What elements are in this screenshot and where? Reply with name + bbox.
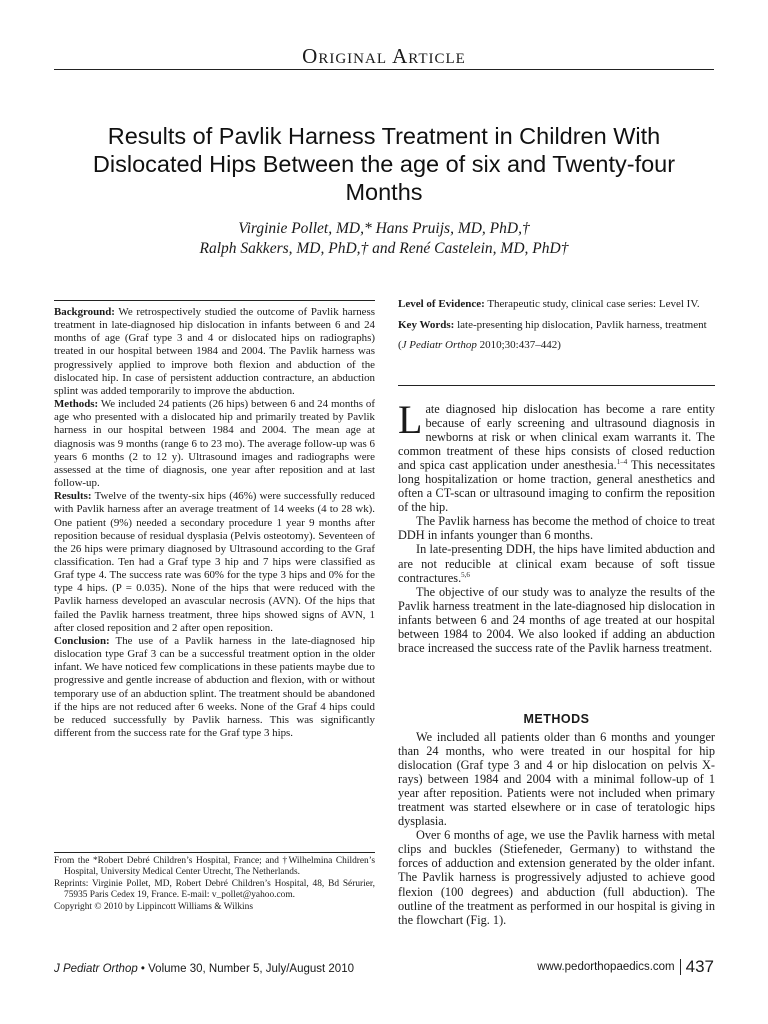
abstract-rule [54, 300, 375, 301]
intro-p1-ref: 1–4 [616, 458, 628, 467]
intro-p3-ref: 5,6 [461, 570, 470, 579]
page-number: 437 [685, 957, 714, 976]
intro-p3-text: In late-presenting DDH, the hips have limited abduction and are not reducible at clinical exam because of soft tissue contractures. [398, 542, 715, 585]
intro-paragraph-2: The Pavlik harness has become the method of choice to treat DDH in infants younger than 6 months. [398, 514, 715, 543]
footer-separator [680, 959, 681, 975]
intro-paragraph-4: The objective of our study was to analyze the results of the Pavlik harness treatment in the late-diagnosed hip dislocation in infants between 6 and 24 months of age treated at our hospital between 1984 to 2004. We also looked if adding an abduction brace increased the success rate of the Pavlik harness treatment. [398, 584, 715, 655]
footnote-copyright: Copyright © 2010 by Lippincott Williams & Wilkins [54, 901, 253, 912]
results-text: Twelve of the twenty-six hips (46%) were successfully reduced with Pavlik harness after an average treatment of 14 weeks (4 to 28 wk). One patient (9%) needed a secondary procedure 1 year 9 months after reposition because of residual dysplasia (Pelvis osteotomy). Seventeen of the 26 hips were primary diagnosed by Ultrasound according to the Graf classification. Ten had a Graf type 3 hip and 7 hips were classified as Graf type 4. The success rate was 60% for the type 3 hips and 0% for the type 4 hips. (P = 0.035). None of the hips that were reduced with the Pavlik harness developed an avascular necrosis (AVN). Of the hips that failed the Pavlik harness treatment, three hips showed signs of AVN, 1 after closed reposition and 2 after open reposition. [54, 490, 375, 634]
keywords-text: late-presenting hip dislocation, Pavlik harness, treatment [454, 318, 707, 331]
footnote-rule [54, 852, 375, 853]
authors-line-2: Ralph Sakkers, MD, PhD,† and René Castelein, MD, PhD† [199, 240, 569, 257]
conclusion-text: The use of a Pavlik harness in the late-diagnosed hip dislocation type Graf 3 can be a successful treatment option in the older infant. We have noticed few complications in these patients maybe due to progressive and gentle increase of abduction and flexion, with or without temporary use of an abduction splint. The treatment should be abandoned if the hips are not reduced after 6 weeks. None of the Graf 4 hips could be reduced successfully by Pavlik harness. This was significantly different from the success rate for the Graf type 3 hips. [54, 634, 375, 739]
methods-text: We included 24 patients (26 hips) between 6 and 24 months of age who presented with a dislocated hip and primarily treated by Pavlik harness in our hospital between 1984 and 2004. The mean age at diagnosis was 9 months (range 6 to 23 mo). The average follow-up was 6 years 6 months (2 to 12 y). Ultrasound images and radiographs were assessed at the time of diagnosis, one year after reposition and at last follow-up. [54, 398, 375, 490]
abstract-background [54, 306, 375, 398]
citation-open: ( [398, 339, 402, 352]
drop-cap: L [398, 397, 423, 442]
authors-line-1: Virginie Pollet, MD,* Hans Pruijs, MD, PhD,† [238, 220, 530, 237]
intro-p1-text: ate diagnosed hip dislocation has become a rare entity because of early screening and ultrasound diagnosis in newborns at risk or when clinical exam warrants it. The common treatment of these hips consists of closed reduction and spica cast application under anesthesia. [398, 402, 715, 473]
abstract-methods [54, 398, 375, 490]
article-title: Results of Pavlik Harness Treatment in Children With Dislocated Hips Between the age of six and Twenty-four Months [92, 123, 676, 205]
methods-label: Methods: [54, 398, 99, 411]
intro-paragraph-1 [398, 397, 715, 515]
conclusion-label: Conclusion: [54, 634, 110, 647]
background-label: Background: [54, 306, 115, 318]
citation-rest: 2010;30:437–442) [476, 339, 561, 352]
section-rule [54, 69, 714, 70]
footer-page-info [537, 957, 714, 977]
introduction [398, 397, 715, 655]
section-label: Original Article [302, 44, 466, 68]
background-text: We retrospectively studied the outcome of Pavlik harness treatment in late-diagnosed hip dislocation in infants between 6 and 24 months of age (Graf type 3 and 4 or dislocated hips on radiographs) treated in our hospital between 1984 and 2004. The Pavlik harness was progressively applied to improve both flexion and abduction of the dislocated hip. In case of persistent adduction contracture, an abduction splint was added temporarily to improve the abduction. [54, 306, 375, 397]
loe-text: Therapeutic study, clinical case series: Level IV. [484, 298, 700, 310]
abstract-results [54, 490, 375, 635]
footnote-affiliation: From the *Robert Debré Children’s Hospital, France; and †Wilhelmina Children’s Hospital, University Medical Center Utrecht, The Netherlands. [54, 856, 375, 878]
results-label: Results: [54, 490, 92, 503]
intro-p1b-text: This necessitates long hospitalization or home traction, general anesthetics and often a CT-scan or ultrasound imaging to confirm the reposition of the hip. [398, 458, 715, 515]
methods-heading: METHODS [523, 712, 590, 726]
keywords-label: Key Words: [398, 318, 455, 331]
level-of-evidence [398, 298, 715, 312]
article-meta [398, 298, 715, 360]
key-words [398, 319, 715, 333]
methods-paragraph-1: We included all patients older than 6 months and younger than 24 months, who were treated in our hospital for hip dislocation (Graf type 3 and 4 or hip dislocation on pelvis X-rays) between 1984 and 2004 with a minimal follow-up of 1 year after reposition. Patients were not included when primary treatment was started elsewhere or in case of teratologic hips dysplasia. [398, 730, 715, 829]
methods-section [398, 730, 715, 927]
meta-rule [398, 385, 715, 386]
intro-paragraph-3 [398, 542, 715, 584]
footnotes [54, 856, 375, 913]
footer-journal-info [54, 963, 354, 975]
footer-website[interactable]: www.pedorthopaedics.com [537, 961, 675, 973]
footer-issue: • Volume 30, Number 5, July/August 2010 [137, 963, 354, 975]
methods-paragraph-2: Over 6 months of age, we use the Pavlik harness with metal clips and buckles (Stiefeneder, Germany) to withstand the forces of adduction and extension generated by the older infant. The Pavlik harness is progressively adjusted to achieve good flexion (100 degrees) and abduction (full abduction). The outline of the treatment as performed in our hospital is giving in the flowchart (Fig. 1). [398, 828, 715, 927]
citation [398, 339, 715, 353]
abstract [54, 306, 375, 740]
author-list [70, 219, 698, 259]
loe-label: Level of Evidence: [398, 298, 485, 310]
footnote-reprints: Reprints: Virginie Pollet, MD, Robert Debré Children’s Hospital, 48, Bd Sérurier, 75935 Paris Cedex 19, France. E-mail: v_pollet@yahoo.com. [54, 878, 375, 901]
citation-journal: J Pediatr Orthop [401, 339, 477, 352]
abstract-conclusion [54, 635, 375, 740]
footer-journal: J Pediatr Orthop [54, 963, 138, 975]
